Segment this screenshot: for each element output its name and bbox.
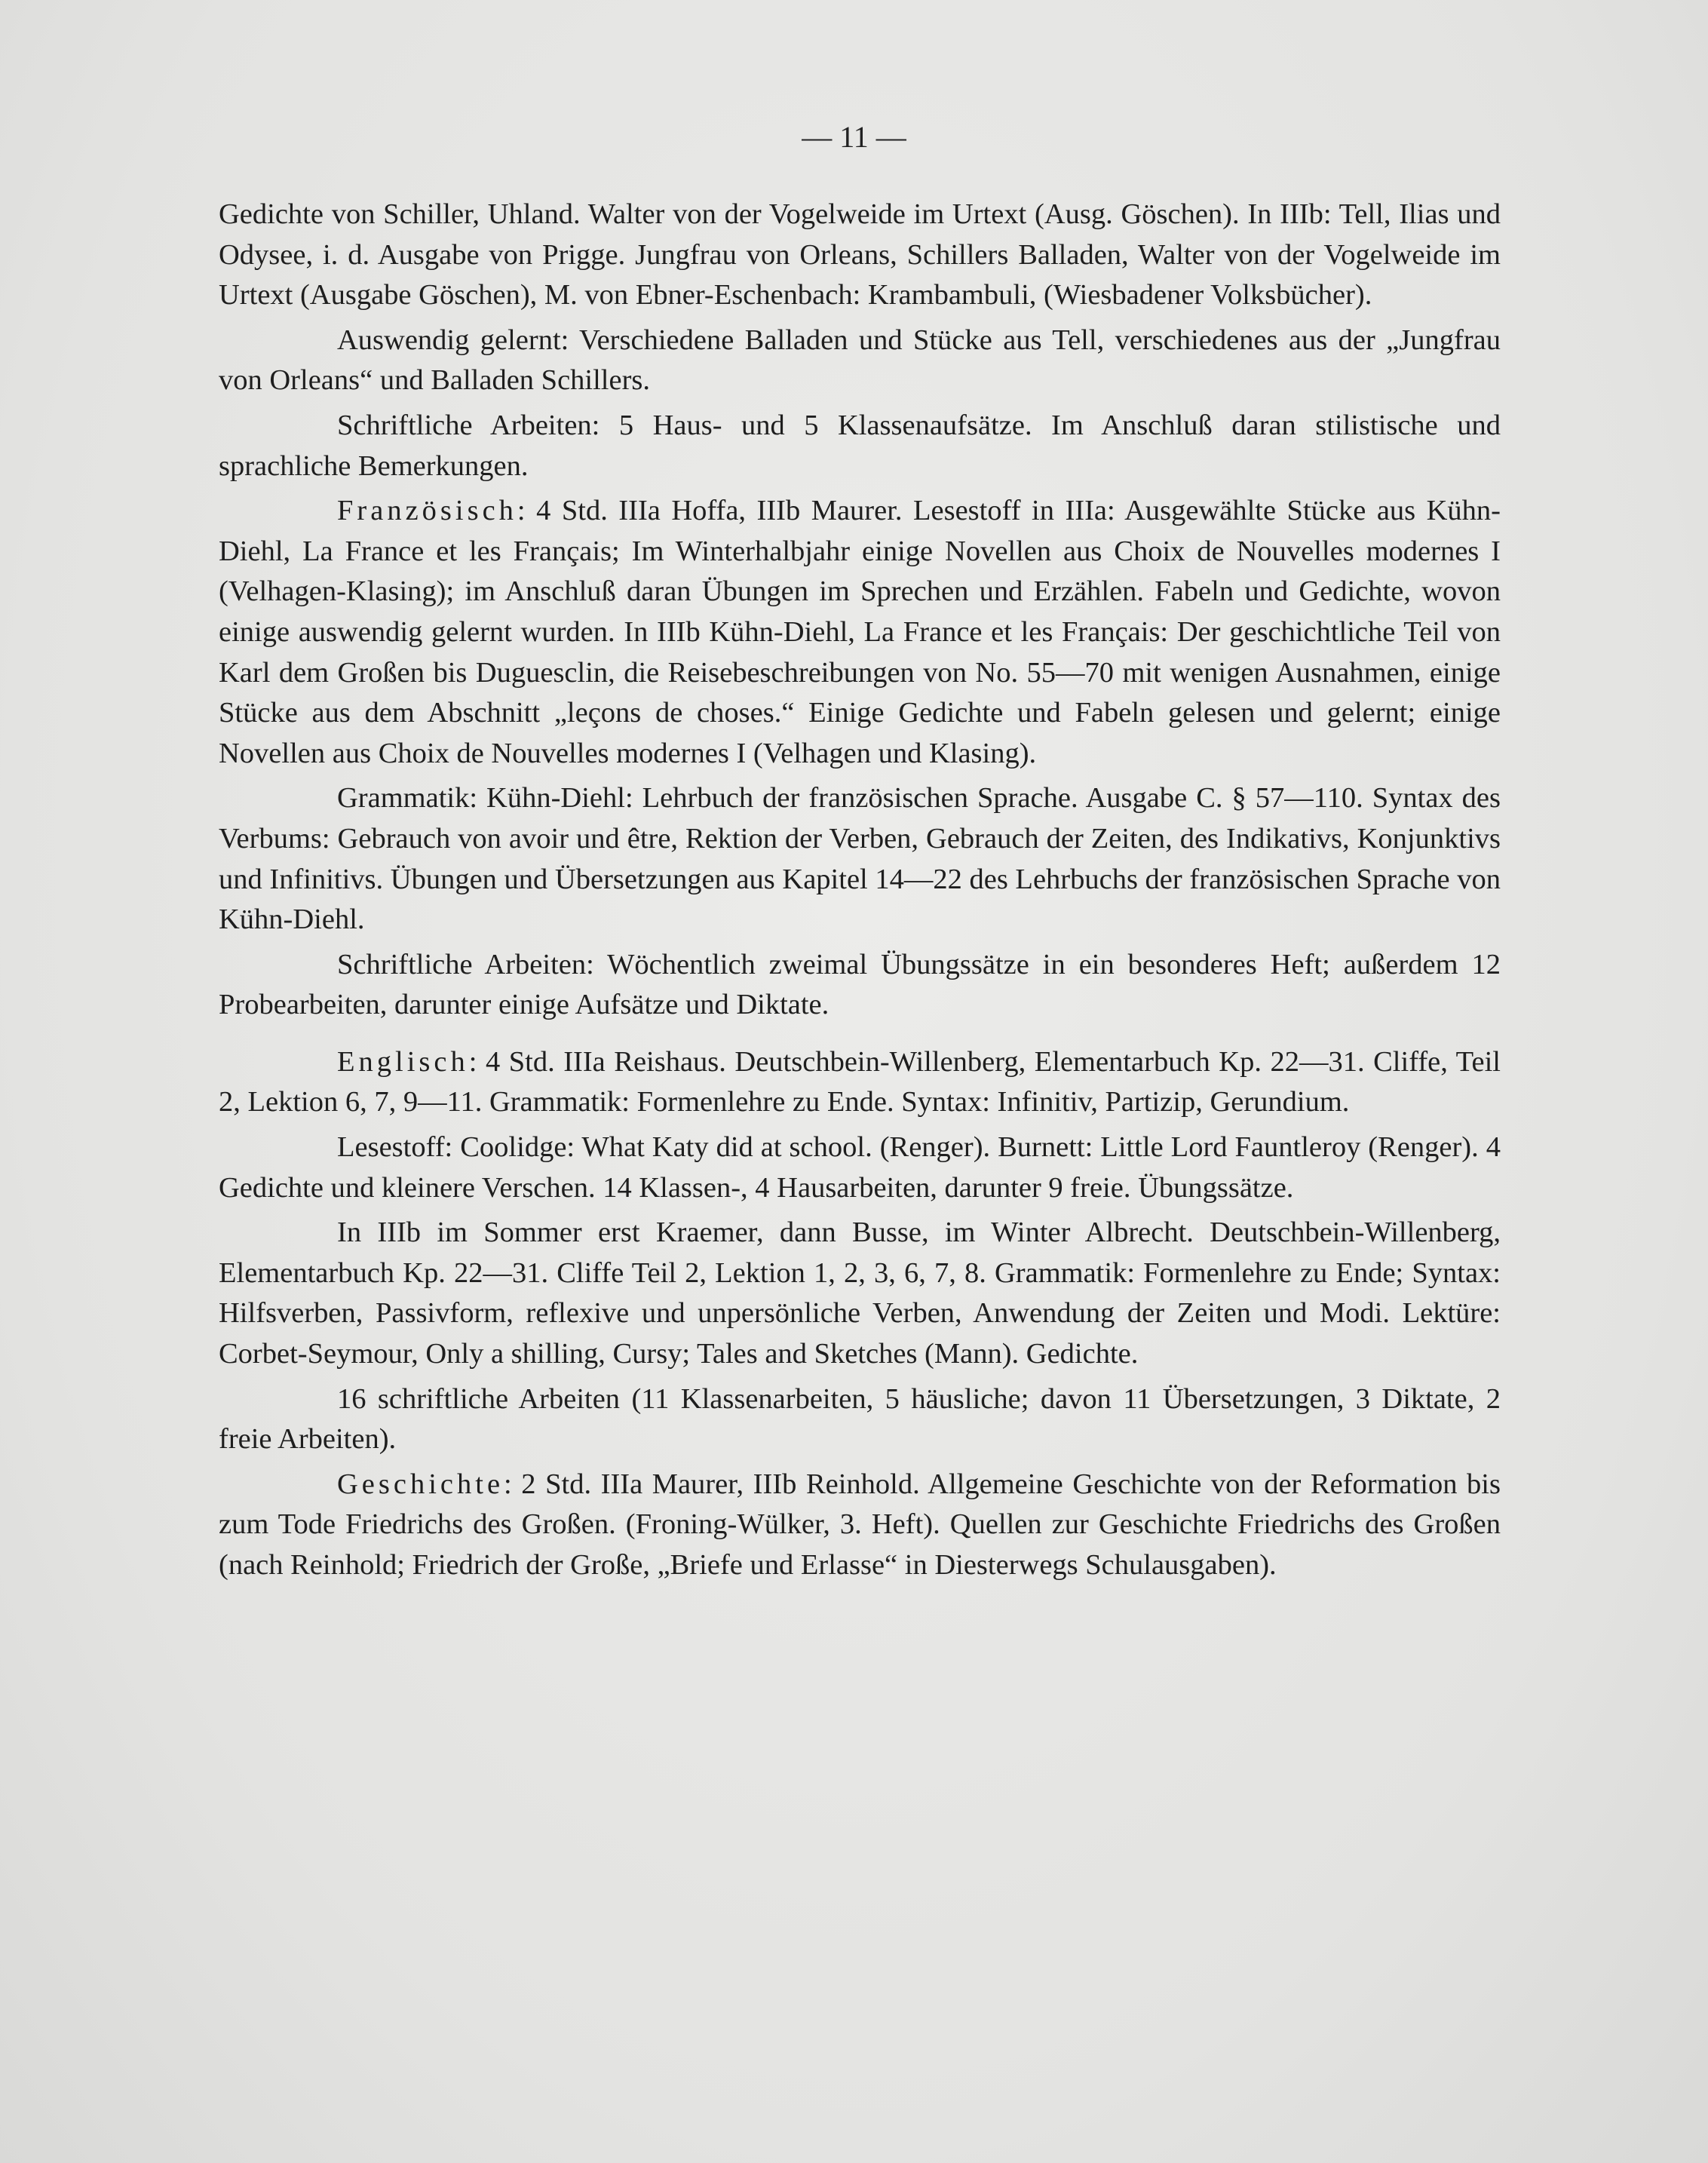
paragraph-english [219,1042,1501,1123]
paragraph-text: Lesestoff: Coolidge: What Katy did at school. (Renger). Burnett: Little Lord Fauntleroy (Renger). 4 Gedichte und kleinere Verschen. 14 Klassen-, 4 Hausarbeiten, darunter 9 freie. Übungssätze. [219,1131,1501,1204]
page-number: — 11 — [802,120,906,154]
paragraph-english-iiib [219,1213,1501,1374]
paragraph-french [219,491,1501,774]
paragraph-french-grammar [219,778,1501,940]
paragraph-reading-list [219,195,1501,316]
paragraph-text: : 2 Std. IIIa Maurer, IIIb Reinhold. Allgemeine Geschichte von der Reformation bis zum Tode Friedrichs des Großen. (Froning-Wülker, 3. Heft). Quellen zur Geschichte Friedrichs des Großen (nach Reinhold; Friedrich der Große, „Briefe und Erlasse“ in Diesterwegs Schulausgaben). [219,1468,1501,1581]
paragraph-text: Gedichte von Schiller, Uhland. Walter von der Vogelweide im Urtext (Ausg. Göschen). In IIIb: Tell, Ilias und Odysee, i. d. Ausgabe von Prigge. Jungfrau von Orleans, Schillers Balladen, Walter von der Vogelweide im Urtext (Ausgabe Göschen), M. von Ebner-Eschenbach: Krambambuli, (Wiesbadener Volksbücher). [219,198,1501,311]
paragraph-english-written-work [219,1379,1501,1460]
paragraph-text: Schriftliche Arbeiten: Wöchentlich zweimal Übungssätze in ein besonderes Heft; außerdem 12 Probearbeiten, darunter einige Aufsätze und Diktate. [219,948,1501,1021]
subject-heading-french: Französisch [337,495,517,527]
paragraph-written-work [219,406,1501,486]
paragraph-text: 16 schriftliche Arbeiten (11 Klassenarbeiten, 5 häusliche; davon 11 Übersetzungen, 3 Diktate, 2 freie Arbeiten). [219,1382,1501,1456]
paragraph-memorized [219,321,1501,401]
paragraph-text: Auswendig gelernt: Verschiedene Balladen und Stücke aus Tell, verschiedenes aus der „Jungfrau von Orleans“ und Balladen Schillers. [219,324,1501,397]
paragraph-text: In IIIb im Sommer erst Kraemer, dann Busse, im Winter Albrecht. Deutschbein-Willenberg, Elementarbuch Kp. 22—31. Cliffe Teil 2, Lektion 1, 2, 3, 6, 7, 8. Grammatik: Formenlehre zu Ende; Syntax: Hilfsverben, Passivform, reflexive und unpersönliche Verben, Anwendung der Zeiten und Modi. Lektüre: Corbet-Seymour, Only a shilling, Cursy; Tales and Sketches (Mann). Gedichte. [219,1216,1501,1370]
paragraph-text: Grammatik: Kühn-Diehl: Lehrbuch der französischen Sprache. Ausgabe C. § 57—110. Syntax des Verbums: Gebrauch von avoir und être, Rektion der Verben, Gebrauch der Zeiten, des Indikativs, Konjunktivs und Infinitivs. Übungen und Übersetzungen aus Kapitel 14—22 des Lehrbuchs der französischen Sprache von Kühn-Diehl. [219,782,1501,936]
paragraph-text: Schriftliche Arbeiten: 5 Haus- und 5 Klassenaufsätze. Im Anschluß daran stilistische und sprachliche Bemerkungen. [219,409,1501,482]
paragraph-english-reading [219,1128,1501,1208]
paragraph-french-written-work [219,945,1501,1026]
subject-heading-english: Englisch [337,1045,469,1078]
body-text [219,195,1501,1591]
subject-heading-history: Geschichte [337,1468,504,1500]
paragraph-history [219,1465,1501,1586]
paragraph-text: : 4 Std. IIIa Hoffa, IIIb Maurer. Lesestoff in IIIa: Ausgewählte Stücke aus Kühn-Diehl, La France et les Français; Im Winterhalbjahr einige Novellen aus Choix de Nouvelles modernes I (Velhagen-Klasing); im Anschluß daran Übungen im Sprechen und Erzählen. Fabeln und Gedichte, wovon einige auswendig gelernt wurden. In IIIb Kühn-Diehl, La France et les Français: Der geschichtliche Teil von Karl dem Großen bis Duguesclin, die Reisebeschreibungen von No. 55—70 mit wenigen Ausnahmen, einige Stücke aus dem Abschnitt „leçons de choses.“ Einige Gedichte und Fabeln gelesen und gelernt; einige Novellen aus Choix de Nouvelles modernes I (Velhagen und Klasing). [219,495,1501,769]
paragraph-text: : 4 Std. IIIa Reishaus. Deutschbein-Willenberg, Elementarbuch Kp. 22—31. Cliffe, Teil 2, Lektion 6, 7, 9—11. Grammatik: Formenlehre zu Ende. Syntax: Infinitiv, Partizip, Gerundium. [219,1045,1501,1118]
